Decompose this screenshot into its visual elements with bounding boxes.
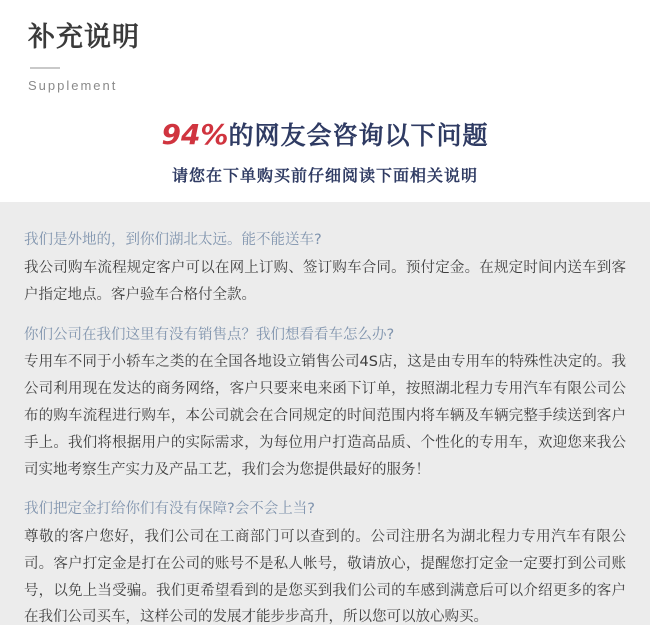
banner-headline-text: 的网友会咨询以下问题 <box>228 121 489 151</box>
qa-item <box>24 228 626 308</box>
page-title: 补充说明 <box>28 22 140 53</box>
page-subtitle: Supplement <box>28 78 118 94</box>
qa-item <box>24 497 626 631</box>
qa-question: 你们公司在我们这里有没有销售点？我们想看看车怎么办? <box>24 326 395 343</box>
qa-answer: 尊敬的客户您好，我们公司在工商部门可以查到的。公司注册名为湖北程力专用汽车有限公司。客户打定金是打在公司的账号不是私人帐号，敬请放心，提醒您打定金一定要打到公司账号，以免上当受骗。我们更希望看到的是您买到我们公司的车感到满意后可以介绍更多的客户在我们公司买车，这样公司的发展才能步步高升，所以您可以放心购买。 <box>24 529 626 626</box>
qa-answer: 专用车不同于小轿车之类的在全国各地设立销售公司4S店，这是由专用车的特殊性决定的。我公司利用现在发达的商务网络，客户只要来电来函下订单，按照湖北程力专用汽车有限公司公布的购车流程进行购车，本公司就会在合同规定的时间范围内将车辆及车辆完整手续送到客户手上。我们将根据用户的实际需求，为每位用户打造高品质、个性化的专用车，欢迎您来我公司实地考察生产实力及产品工艺，我们会为您提供最好的服务！ <box>24 354 626 478</box>
qa-item <box>24 323 626 484</box>
banner-subheadline: 请您在下单购买前仔细阅读下面相关说明 <box>171 166 478 186</box>
banner-percent: 94% <box>161 118 229 152</box>
qa-section <box>0 202 650 625</box>
title-divider <box>30 67 60 69</box>
qa-question: 我们把定金打给你们有没有保障?会不会上当? <box>24 501 315 518</box>
page-header <box>0 0 650 93</box>
banner-headline <box>0 117 650 153</box>
qa-question: 我们是外地的，到你们湖北太远。能不能送车? <box>24 232 322 249</box>
qa-answer: 我公司购车流程规定客户可以在网上订购、签订购车合同。预付定金。在规定时间内送车到客户指定地点。客户验车合格付全款。 <box>24 260 626 303</box>
promo-banner <box>0 117 650 202</box>
